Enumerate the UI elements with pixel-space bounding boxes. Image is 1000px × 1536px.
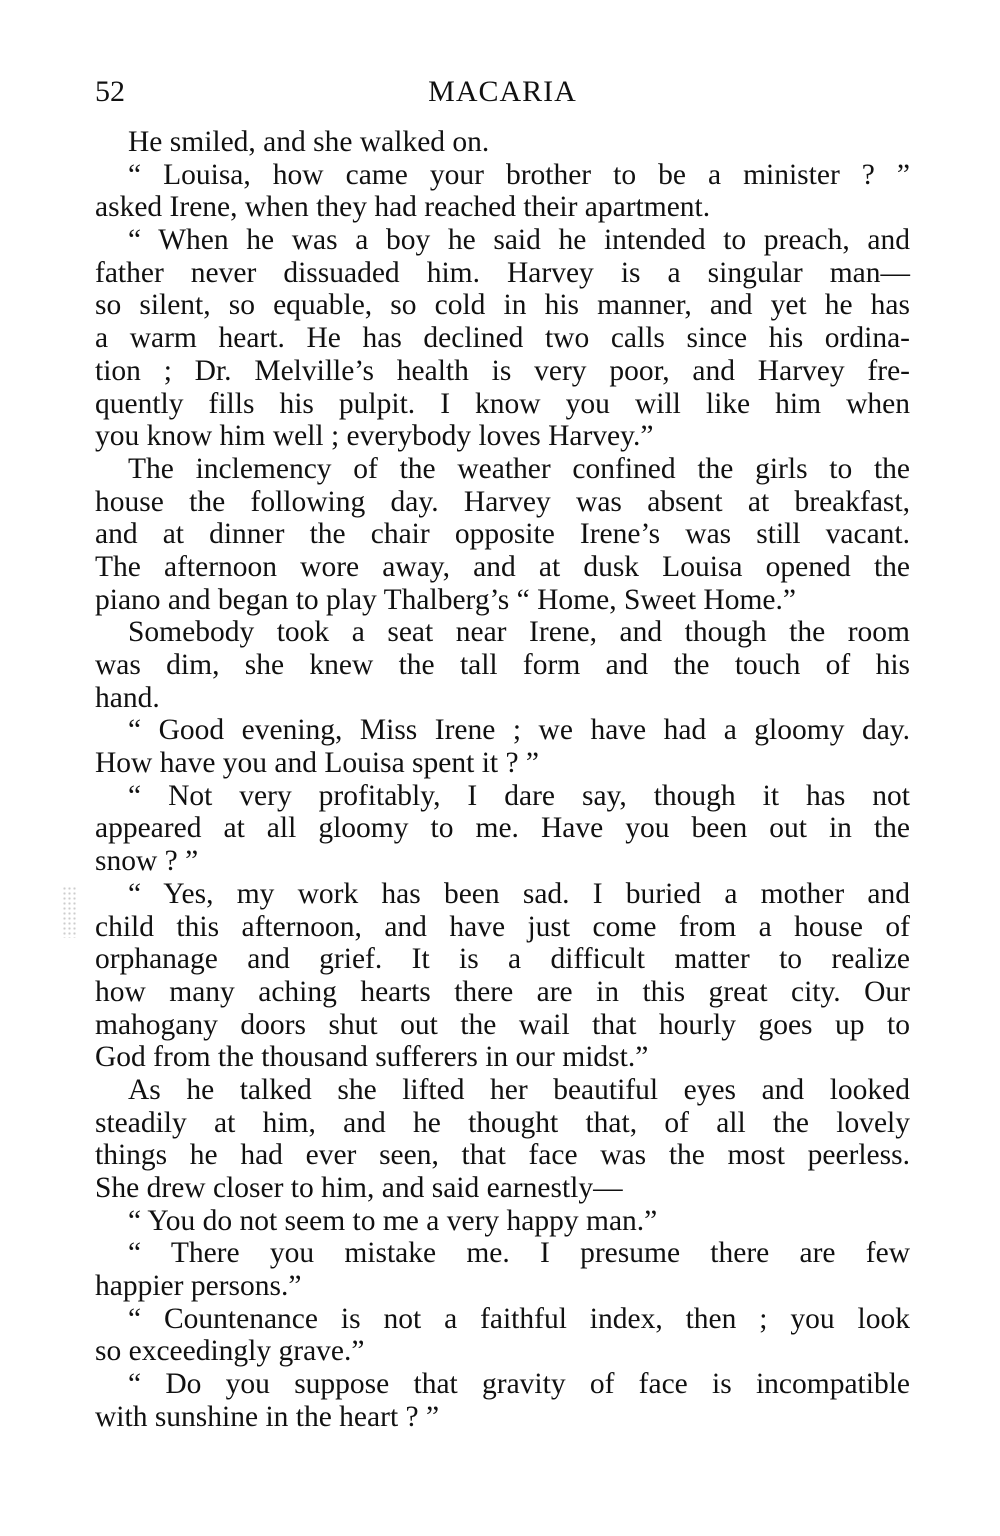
text-line: God from the thousand sufferers in our midst.” [95,1041,649,1074]
text-line: happier persons.” [95,1270,302,1303]
text-line: “ You do not seem to me a very happy man.” [128,1204,658,1237]
text-line: “ Yes, my work has been sad. I buried a mother and [128,877,910,910]
text-line: so exceedingly grave.” [95,1335,365,1368]
text-line: She drew closer to him, and said earnestly— [95,1172,623,1204]
text-line: you know him well ; everybody loves Harvey.” [95,420,654,453]
text-line: so silent, so equable, so cold in his manner, and yet he has [95,289,910,322]
text-line: mahogany doors shut out the wail that hourly goes up to [95,1008,910,1041]
text-line: father never dissuaded him. Harvey is a singular man— [95,256,910,289]
running-head-title: MACARIA [428,75,577,108]
text-line: child this afternoon, and have just come from a house of [95,910,910,943]
text-line: snow ? ” [95,845,199,878]
text-line: quently fills his pulpit. I know you will like him when [95,387,910,420]
text-line: asked Irene, when they had reached their apartment. [95,191,711,224]
text-line: and at dinner the chair opposite Irene’s was still vacant. [95,518,910,551]
text-line: The afternoon wore away, and at dusk Louisa opened the [95,550,910,583]
text-line: “ There you mistake me. I presume there are few [128,1237,910,1270]
text-line: piano and began to play Thalberg’s “ Home, Sweet Home.” [95,583,796,616]
text-line: “ Louisa, how came your brother to be a minister ? ” [128,158,910,191]
margin-speckle [62,886,76,938]
text-line: appeared at all gloomy to me. Have you been out in the [95,812,910,845]
text-line: orphanage and grief. It is a difficult matter to realize [95,943,910,976]
text-line: steadily at him, and he thought that, of all the lovely [95,1106,910,1139]
text-line: things he had ever seen, that face was the most peerless. [95,1139,910,1172]
text-line: a warm heart. He has declined two calls since his ordina- [95,322,910,355]
text-line: “ Good evening, Miss Irene ; we have had a gloomy day. [128,714,910,747]
page-header [95,72,910,112]
text-line: “ Countenance is not a faithful index, then ; you look [128,1302,910,1335]
text-line: As he talked she lifted her beautiful eyes and looked [128,1073,910,1106]
page-number: 52 [95,75,125,108]
text-line: “ Not very profitably, I dare say, though it has not [128,779,910,812]
text-line: The inclemency of the weather confined the girls to the [128,452,910,485]
text-line: “ Do you suppose that gravity of face is incompatible [128,1368,910,1401]
text-line: with sunshine in the heart ? ” [95,1400,440,1433]
text-line: was dim, she knew the tall form and the touch of his [95,649,910,681]
body-text [95,126,910,1434]
text-line: tion ; Dr. Melville’s health is very poor, and Harvey fre- [95,354,910,387]
text-line: hand. [95,681,160,714]
text-line: how many aching hearts there are in this great city. Our [95,975,910,1008]
text-line: How have you and Louisa spent it ? ” [95,747,540,780]
text-line: house the following day. Harvey was absent at breakfast, [95,485,910,518]
text-line: “ When he was a boy he said he intended to preach, and [128,224,910,257]
text-line: He smiled, and she walked on. [128,126,490,158]
text-line: Somebody took a seat near Irene, and though the room [128,616,910,649]
